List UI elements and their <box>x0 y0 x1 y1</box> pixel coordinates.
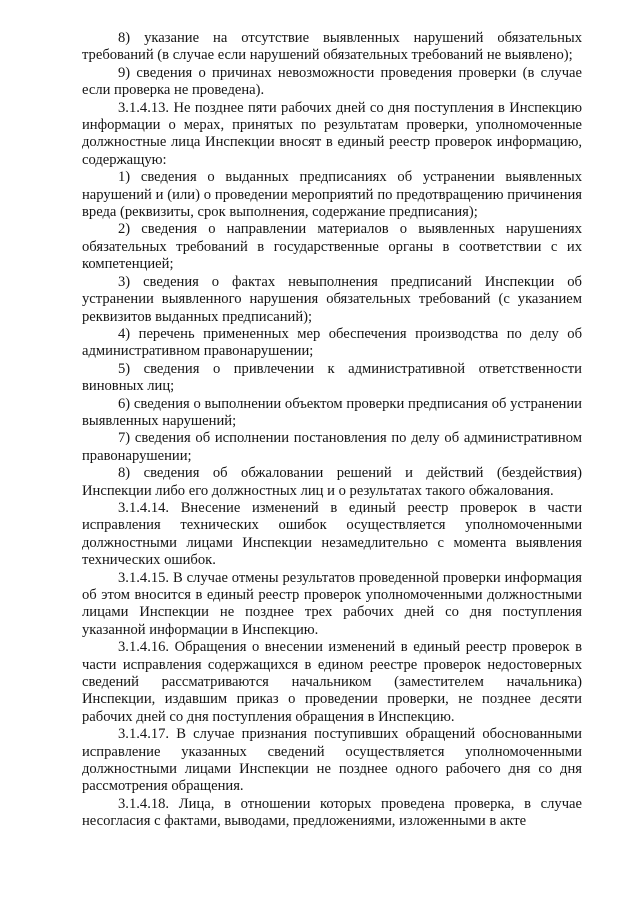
paragraph-item-5-liability: 5) сведения о привлечении к административной ответственности виновных лиц; <box>82 360 582 395</box>
paragraph-item-9-not-conducted: 9) сведения о причинах невозможности проведения проверки (в случае если проверка не проведена). <box>82 64 582 99</box>
paragraph-3-1-4-13: 3.1.4.13. Не позднее пяти рабочих дней со дня поступления в Инспекцию информации о мерах, принятых по результатам проверки, уполномоченные должностные лица Инспекции вносят в единый реестр проверок информацию, содержащую: <box>82 99 582 168</box>
paragraph-item-6-fulfillment: 6) сведения о выполнении объектом проверки предписания об устранении выявленных нарушений; <box>82 395 582 429</box>
paragraph-item-8-no-violations: 8) указание на отсутствие выявленных нарушений обязательных требований (в случае если нарушений обязательных требований не выявлено); <box>82 30 582 64</box>
paragraph-item-8-appeals: 8) сведения об обжаловании решений и действий (бездействия) Инспекции либо его должностных лиц и о результатах такого обжалования. <box>82 465 582 499</box>
paragraph-3-1-4-14: 3.1.4.14. Внесение изменений в единый реестр проверок в части исправления технических ошибок осуществляется уполномоченными должностными лицами Инспекции незамедлительно с момента выявления технических ошибок. <box>82 499 582 569</box>
paragraph-3-1-4-17: 3.1.4.17. В случае признания поступивших обращений обоснованными исправление указанных сведений осуществляется уполномоченными должностными лицами Инспекции не позднее одного рабочего дня со дня рассмотрения обращения. <box>82 726 582 795</box>
paragraph-item-7-execution: 7) сведения об исполнении постановления по делу об административном правонарушении; <box>82 430 582 464</box>
paragraph-item-2-materials: 2) сведения о направлении материалов о выявленных нарушениях обязательных требований в государственные органы в соответствии с их компетенцией; <box>82 221 582 273</box>
paragraph-3-1-4-16: 3.1.4.16. Обращения о внесении изменений в единый реестр проверок в части исправления содержащихся в едином реестре проверок недостоверных сведений рассматриваются начальником (заместителем начальника) Инспекции, издавшим приказ о проведении проверки, не позднее десяти рабочих дней со дня поступления обращения в Инспекцию. <box>82 639 582 725</box>
paragraph-3-1-4-18: 3.1.4.18. Лица, в отношении которых проведена проверка, в случае несогласия с фактами, выводами, предложениями, изложенными в акте <box>82 795 582 830</box>
paragraph-item-3-non-fulfillment: 3) сведения о фактах невыполнения предписаний Инспекции об устранении выявленного нарушения обязательных требований (с указанием реквизитов выданных предписаний); <box>82 273 582 325</box>
paragraph-item-4-measures: 4) перечень примененных мер обеспечения производства по делу об административном правонарушении; <box>82 325 582 360</box>
paragraph-3-1-4-15: 3.1.4.15. В случае отмены результатов проведенной проверки информация об этом вносится в единый реестр проверок уполномоченными должностными лицами Инспекции не позднее трех рабочих дней со дня поступления указанной информации в Инспекцию. <box>82 569 582 638</box>
paragraph-item-1-orders: 1) сведения о выданных предписаниях об устранении выявленных нарушений и (или) о проведении мероприятий по предотвращению причинения вреда (реквизиты, срок выполнения, содержание предписания); <box>82 169 582 221</box>
